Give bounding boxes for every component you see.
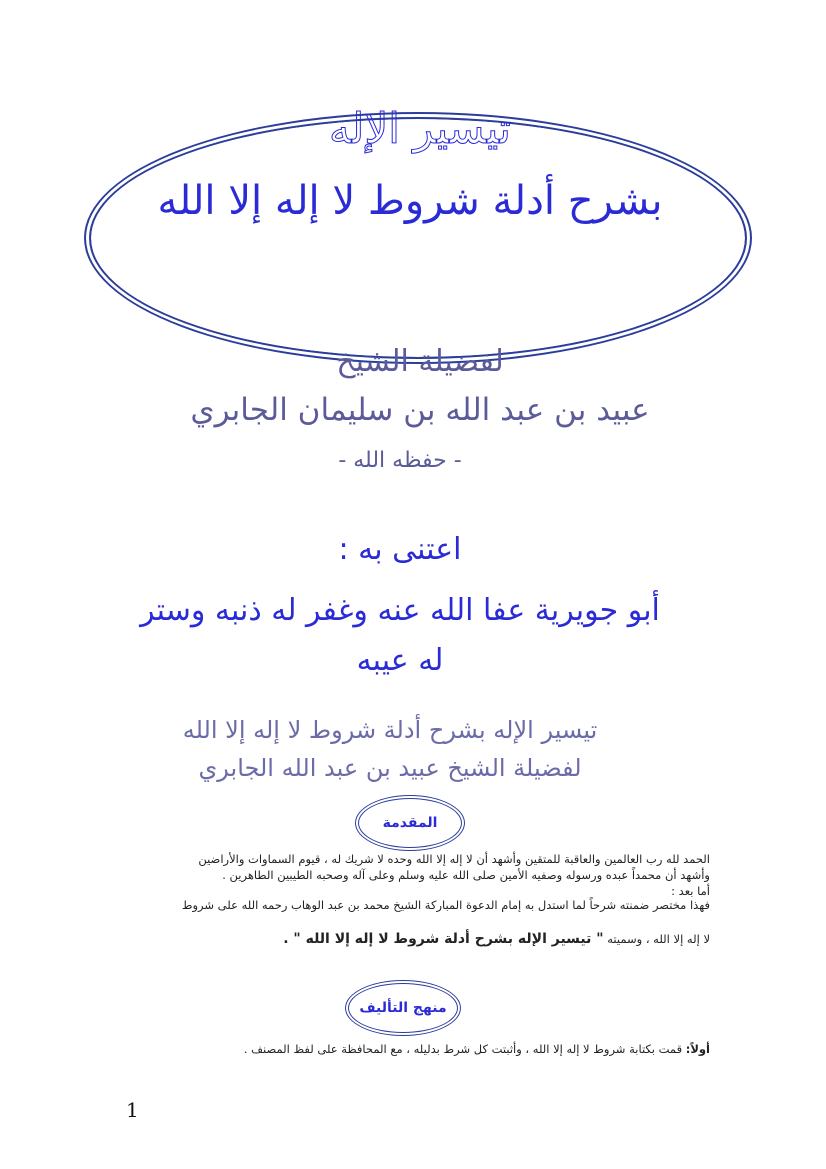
introduction-heading-text: المقدمة [382,815,438,831]
intro-line-4: فهذا مختصر ضمنته شرحاً لما استدل به إمام الدعوة المباركة الشيخ محمد بن عبد الوهاب رحمه الله على شروط [181,898,710,912]
title-ellipse-inner [90,118,746,358]
intro-line-2: وأشهد أن محمداً عبده ورسوله وصفيه الأمين صلى الله عليه وسلم وعلى آله وصحبه الطيبين الطاهرين . [222,868,710,882]
method-heading-text: منهج التأليف [359,1000,447,1016]
care-name [120,586,680,686]
book-info-author: لفضيلة الشيخ عبيد بن عبد الله الجابري [198,754,582,782]
book-title-line2: بشرح أدلة شروط لا إله إلا الله [157,178,663,224]
care-name-line2: له عيبه [356,643,444,678]
page-number: 1 [126,1098,139,1122]
care-name-line1: أبو جويرية عفا الله عنه وغفر له ذنبه وستر [140,593,660,628]
hafidh-text: - حفظه الله - [338,448,462,473]
method-first-point [190,1042,710,1056]
introduction-heading [355,795,465,851]
method-first-label: أولاً: [685,1042,710,1056]
intro-book-title: " تيسير الإله بشرح أدلة شروط لا إله إلا الله " . [283,931,604,947]
intro-line-1: الحمد لله رب العالمين والعاقبة للمتقين وأشهد أن لا إله إلا الله وحده لا شريك له ، قيوم السماوات والأراضين [198,852,710,866]
care-label: اعتنى به : [338,532,462,567]
intro-line-5-start: لا إله إلا الله ، وسميته [607,932,710,946]
intro-line-5 [120,932,710,947]
method-heading [345,980,461,1036]
sheikh-name: عبيد بن عبد الله بن سليمان الجابري [190,392,650,428]
book-title-line1: تيسير الإله [329,104,511,153]
book-info-title: تيسير الإله بشرح أدلة شروط لا إله إلا الله [182,716,598,744]
sheikh-label: لفضيلة الشيخ [336,344,504,379]
intro-line-3: أما بعد : [671,884,710,898]
method-first-text: قمت بكتابة شروط لا إله إلا الله ، وأثبتت كل شرط بدليله ، مع المحافظة على لفظ المصنف . [243,1042,683,1056]
